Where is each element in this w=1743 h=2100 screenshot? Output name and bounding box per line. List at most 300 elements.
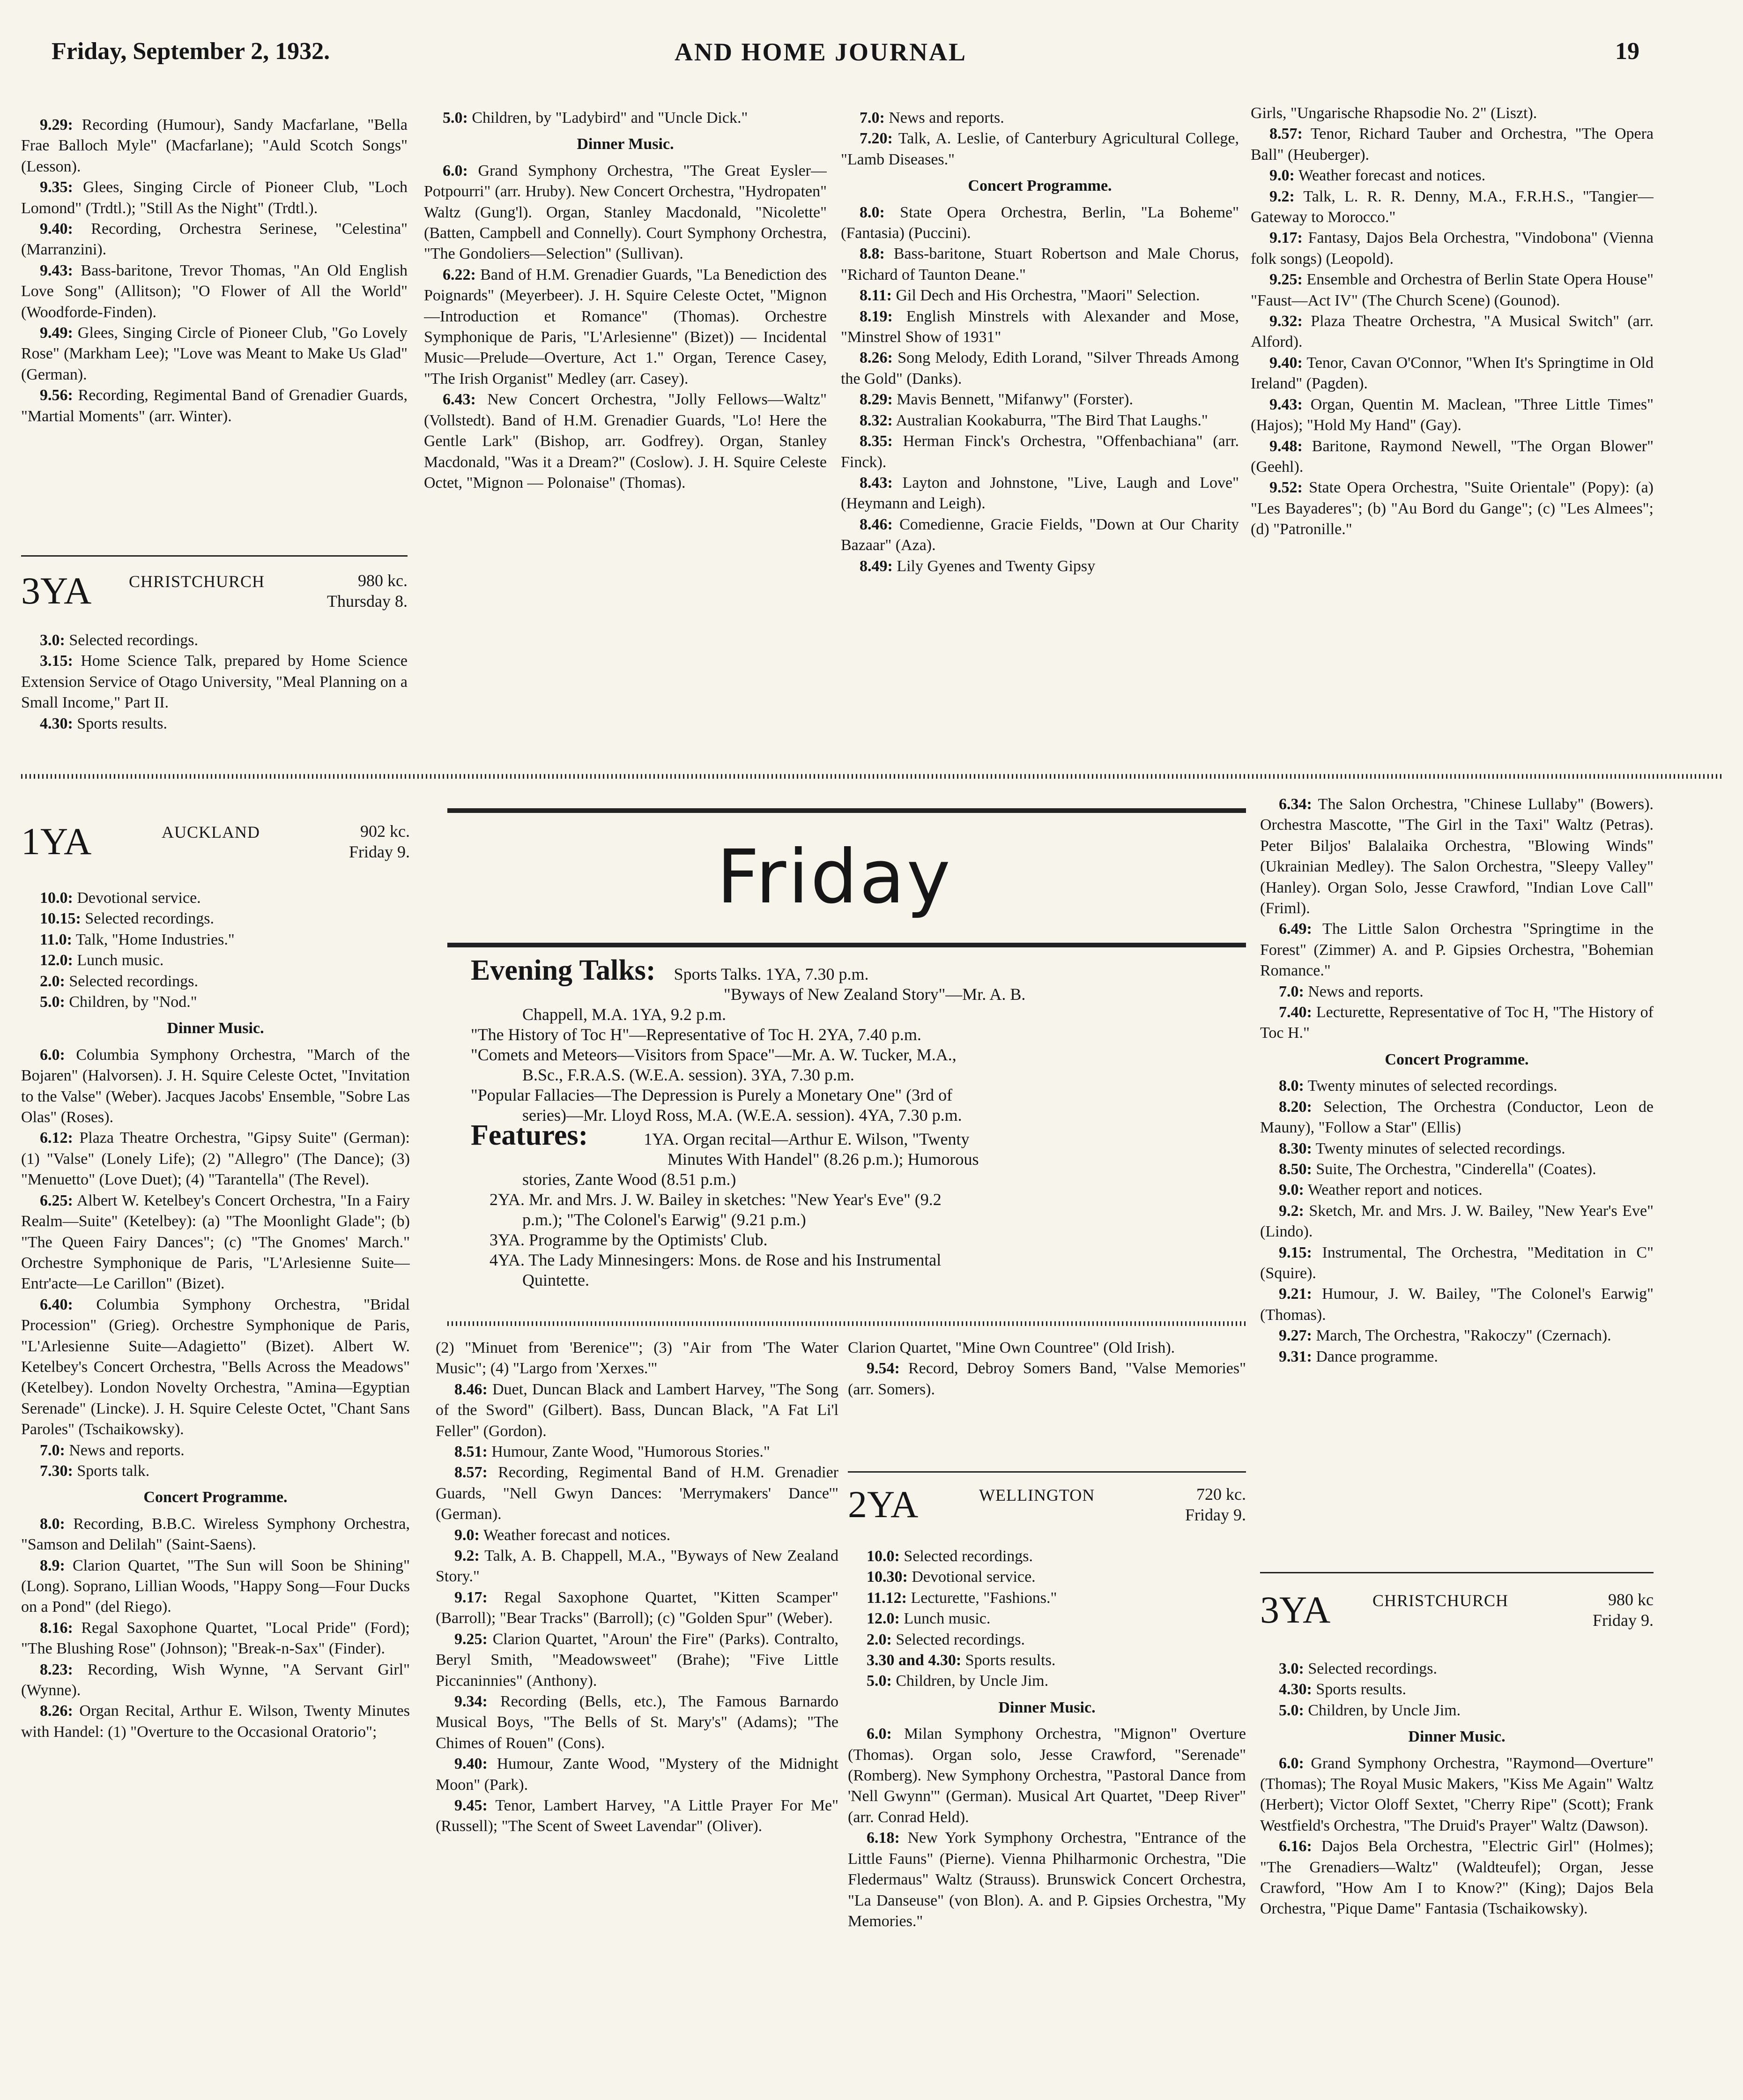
programme-entry [436, 1629, 838, 1691]
day-banner-title: Friday [717, 834, 952, 920]
programme-time: 6.40: [40, 1296, 73, 1313]
programme-text: Dajos Bela Orchestra, "Electric Girl" (Holmes); "The Grenadiers—Waltz" (Waldteufel); Organ, Jesse Crawford, "How Am I to Know?" (King); Dajos Bela Orchestra, "Pique Dame" Fantasia (Tschaikowsky). [1260, 1838, 1654, 1918]
programme-entry [1260, 982, 1654, 1002]
programme-entry [21, 219, 408, 261]
programme-time: 9.54: [867, 1360, 900, 1378]
programme-text: The Little Salon Orchestra "Springtime in the Forest" (Zimmer) A. and P. Gipsies Orchestra, "Bohemian Romance." [1260, 920, 1654, 980]
bottom-column-1 [21, 888, 410, 2094]
station-city: AUCKLAND [162, 823, 260, 841]
talk-item: B.Sc., F.R.A.S. (W.E.A. session). 3YA, 7.30 p.m. [522, 1065, 854, 1084]
top-column-3 [841, 108, 1239, 764]
programme-time: 6.49: [1279, 920, 1312, 938]
programme-time: 10.30: [867, 1568, 908, 1586]
station-city: WELLINGTON [979, 1486, 1095, 1504]
programme-entry [1251, 395, 1654, 436]
station-frequency: 980 kc. [358, 571, 408, 590]
programme-time: 8.26: [40, 1702, 73, 1720]
programme-time: 8.46: [860, 515, 893, 533]
programme-time: 8.11: [860, 287, 892, 305]
programme-time: 3.0: [1279, 1660, 1304, 1677]
bottom-column-4-lower [1260, 1659, 1654, 2094]
programme-text: Lecturette, "Fashions." [906, 1589, 1057, 1607]
masthead [52, 37, 1639, 80]
page-number: 19 [1615, 38, 1639, 65]
programme-entry [21, 1191, 410, 1295]
programme-text: Talk, A. B. Chappell, M.A., "Byways of New Zealand Story." [436, 1547, 838, 1586]
programme-entry [424, 108, 827, 128]
programme-entry [1251, 124, 1654, 165]
programme-entry [21, 1618, 410, 1660]
programme-text: Bass-baritone, Stuart Robertson and Male Chorus, "Richard of Taunton Deane." [841, 245, 1239, 283]
station-day: Friday 9. [1185, 1505, 1246, 1524]
feature-item: Minutes With Handel" (8.26 p.m.); Humorous [668, 1150, 979, 1169]
talks-line [471, 954, 1232, 986]
programme-text: Herman Finck's Orchestra, "Offenbachiana" (arr. Finck). [841, 432, 1239, 471]
programme-time: 11.0: [40, 931, 72, 948]
programme-time: 8.35: [860, 432, 893, 450]
programme-time: 2.0: [867, 1631, 892, 1648]
programme-entry [848, 1828, 1246, 1932]
programme-text: Recording (Bells, etc.), The Famous Barnardo Musical Boys, "The Bells of St. Mary's" (Adams); "The Chimes of Rouen" (Cons). [436, 1692, 838, 1752]
programme-entry [841, 389, 1239, 410]
programme-text: Organ Recital, Arthur E. Wilson, Twenty Minutes with Handel: (1) "Overture to the Occasional Oratorio"; [21, 1702, 410, 1741]
station-frequency: 902 kc. [360, 822, 410, 841]
feature-item: 1YA. Organ recital—Arthur E. Wilson, "Twenty [644, 1130, 970, 1148]
issue-date: Friday, September 2, 1932. [52, 38, 330, 65]
programme-text: Regal Saxophone Quartet, "Kitten Scamper" (Barroll); "Bear Tracks" (Barroll); (c) "Golden Spur" (Weber). [436, 1588, 838, 1627]
programme-time: 6.0: [1279, 1754, 1304, 1772]
programme-text: The Salon Orchestra, "Chinese Lullaby" (Bowers). Orchestra Mascotte, "The Girl in the Taxi" Waltz (Petras). Peter Biljos' Balalaika Orchestra, "Blowing Winds" (Ukrainian Medley). The Salon Orchestra, "Sleepy Valley" (Hanley). Organ Solo, Jesse Crawford, "Indian Love Call" (Friml). [1260, 796, 1654, 917]
programme-text: March, The Orchestra, "Rakoczy" (Czernach). [1312, 1327, 1611, 1345]
programme-time: 8.19: [860, 307, 893, 325]
programme-entry [848, 1588, 1246, 1609]
programme-entry [436, 1546, 838, 1587]
programme-time: 9.40: [1269, 354, 1303, 372]
programme-entry [436, 1338, 838, 1379]
programme-entry [1260, 1002, 1654, 1044]
programme-entry [841, 348, 1239, 389]
programme-text: Weather forecast and notices. [1294, 167, 1486, 185]
programme-time: 8.30: [1279, 1139, 1312, 1157]
programme-time: 8.23: [40, 1661, 73, 1678]
programme-time: 9.49: [40, 324, 73, 342]
programme-time: 2.0: [40, 972, 65, 990]
programme-entry [436, 1442, 838, 1462]
programme-text: News and reports. [884, 109, 1004, 127]
programme-entry [436, 1525, 838, 1546]
programme-entry [1260, 1659, 1654, 1679]
programme-time: 6.25: [40, 1191, 73, 1209]
programme-entry [21, 115, 408, 177]
programme-entry [841, 431, 1239, 473]
programme-entry [21, 950, 410, 971]
programme-time: 8.0: [40, 1515, 65, 1533]
programme-entry [841, 410, 1239, 431]
programme-entry [436, 1587, 838, 1629]
programme-time: 6.22: [443, 266, 476, 283]
programme-time: 8.26: [860, 349, 893, 367]
programme-text: Tenor, Richard Tauber and Orchestra, "The Opera Ball" (Heuberger). [1251, 125, 1654, 164]
programme-entry [436, 1379, 838, 1442]
programme-time: 11.12: [867, 1589, 907, 1607]
programme-entry [436, 1691, 838, 1754]
programme-time: 8.32: [860, 411, 893, 429]
station-city: CHRISTCHURCH [129, 572, 265, 591]
programme-text: Talk, "Home Industries." [72, 931, 235, 948]
programme-entry [848, 1630, 1246, 1650]
programme-time: 8.46: [454, 1380, 488, 1398]
programme-time: 6.12: [40, 1129, 73, 1147]
station-call-sign: 2YA [848, 1483, 919, 1526]
programme-text: Selection, The Orchestra (Conductor, Leon de Mauny), "Follow a Star" (Ellis) [1260, 1098, 1654, 1137]
programme-text: Baritone, Raymond Newell, "The Organ Blower" (Geehl). [1251, 437, 1654, 476]
programme-text: Humour, J. W. Bailey, "The Colonel's Earwig" (Thomas). [1260, 1285, 1654, 1324]
programme-entry [1251, 228, 1654, 269]
programme-text: Tenor, Lambert Harvey, "A Little Prayer For Me" (Russell); "The Scent of Sweet Lavendar" (Oliver). [436, 1796, 838, 1835]
programme-time: 6.16: [1279, 1838, 1312, 1855]
programme-time: 9.25: [1269, 271, 1303, 289]
programme-time: 10.0: [867, 1548, 900, 1565]
station-header-3ya-friday [1260, 1586, 1654, 1642]
programme-text: Lily Gyenes and Twenty Gipsy [892, 557, 1096, 575]
programme-text: Fantasy, Dajos Bela Orchestra, "Vindobona" (Vienna folk songs) (Leopold). [1251, 229, 1654, 268]
programme-time: 9.27: [1279, 1327, 1312, 1345]
programme-time: 8.49: [860, 557, 893, 575]
top-column-1 [21, 115, 408, 539]
bottom-column-3-lower [848, 1546, 1246, 2094]
programme-text: News and reports. [1304, 983, 1424, 1000]
programme-text: Children, by "Ladybird" and "Uncle Dick." [467, 109, 748, 127]
programme-time: 6.18: [867, 1829, 900, 1847]
programme-time: 8.16: [40, 1619, 73, 1637]
programme-entry [21, 1660, 410, 1701]
programme-text: Clarion Quartet, "Aroun' the Fire" (Parks). Contralto, Beryl Smith, "Meadowsweet" (Brahe); "Five Little Piccaninnies" (Anthony). [436, 1630, 838, 1690]
talk-item: "The History of Toc H"—Representative of Toc H. 2YA, 7.40 p.m. [471, 1025, 921, 1044]
programme-time: 9.0: [1279, 1181, 1304, 1199]
programme-time: 8.0: [860, 203, 885, 221]
programme-entry [436, 1754, 838, 1795]
programme-text: Australian Kookaburra, "The Bird That Laughs." [892, 411, 1208, 429]
programme-entry [436, 1462, 838, 1525]
programme-text: Glees, Singing Circle of Pioneer Club, "Go Lovely Rose" (Markham Lee); "Love was Meant to Make Us Glad" (German). [21, 324, 408, 383]
programme-entry [841, 128, 1239, 170]
feature-item: p.m.); "The Colonel's Earwig" (9.21 p.m.) [522, 1210, 806, 1229]
programme-entry [841, 306, 1239, 348]
talk-item: "Comets and Meteors—Visitors from Space"—Mr. A. W. Tucker, M.A., [471, 1045, 957, 1064]
programme-time: 9.48: [1269, 437, 1303, 455]
top-column-1-lower [21, 630, 408, 761]
programme-entry [1260, 1679, 1654, 1700]
programme-entry [21, 323, 408, 385]
programme-time: 9.2: [454, 1547, 480, 1565]
section-divider [21, 774, 1721, 779]
station-header-2ya [848, 1481, 1246, 1537]
programme-time: 9.35: [40, 179, 73, 196]
programme-entry [1260, 1700, 1654, 1721]
programme-entry [1260, 1836, 1654, 1920]
feature-item: stories, Zante Wood (8.51 p.m.) [522, 1170, 736, 1189]
programme-time: 8.8: [860, 245, 885, 263]
section-heading: Concert Programme. [968, 177, 1112, 195]
programme-entry [1260, 1076, 1654, 1096]
programme-time: 9.0: [454, 1526, 480, 1544]
programme-time: 7.0: [1279, 983, 1304, 1000]
programme-text: Talk, A. Leslie, of Canterbury Agricultural College, "Lamb Diseases." [841, 130, 1239, 168]
programme-time: 9.52: [1269, 479, 1303, 497]
programme-entry [21, 971, 410, 992]
programme-entry [424, 389, 827, 493]
programme-text: Humour, Zante Wood, "Mystery of the Midnight Moon" (Park). [436, 1755, 838, 1794]
programme-text: Selected recordings. [891, 1631, 1025, 1648]
programme-text: Organ, Quentin M. Maclean, "Three Little Times" (Hajos); "Hold My Hand" (Gay). [1251, 395, 1654, 434]
programme-time: 9.43: [40, 261, 73, 279]
programme-entry [1260, 1243, 1654, 1284]
programme-time: 10.15: [40, 910, 81, 928]
talks-label: Evening Talks: [471, 954, 656, 986]
programme-time: 3.30 and 4.30: [867, 1652, 962, 1669]
programme-time: 8.51: [454, 1443, 488, 1461]
programme-time: 5.0: [40, 993, 65, 1011]
programme-entry [21, 177, 408, 219]
programme-time: 9.21: [1279, 1285, 1312, 1303]
programme-text: News and reports. [65, 1441, 185, 1459]
programme-entry [1260, 1753, 1654, 1837]
station-day: Thursday 8. [327, 592, 408, 611]
programme-entry [1260, 1139, 1654, 1159]
programme-entry [1251, 477, 1654, 540]
programme-entry [21, 1128, 410, 1190]
programme-time: 9.2: [1269, 187, 1295, 205]
section-heading: Dinner Music. [1408, 1728, 1506, 1746]
station-city: CHRISTCHURCH [1372, 1591, 1509, 1610]
programme-text: State Opera Orchestra, Berlin, "La Boheme" (Fantasia) (Puccini). [841, 203, 1239, 242]
programme-time: 7.40: [1279, 1004, 1312, 1021]
programme-entry [848, 1650, 1246, 1671]
programme-time: 9.40: [454, 1755, 488, 1773]
programme-text: Milan Symphony Orchestra, "Mignon" Overture (Thomas). Organ solo, Jesse Crawford, "Serenade" (Romberg). New Symphony Orchestra, "Pastoral Dance from 'Nell Gwynn'" (German). Musical Art Quartet, "Deep River" (arr. Conrad Held). [848, 1725, 1246, 1826]
programme-entry [21, 1045, 410, 1128]
section-heading: Concert Programme. [143, 1489, 288, 1506]
programme-entry [1251, 353, 1654, 395]
programme-text: Comedienne, Gracie Fields, "Down at Our Charity Bazaar" (Aza). [841, 515, 1239, 554]
programme-text: Clarion Quartet, "Mine Own Countree" (Old Irish). [848, 1339, 1175, 1356]
programme-text: Lunch music. [899, 1610, 991, 1628]
programme-entry [841, 514, 1239, 556]
banner-rule-bottom [447, 943, 1246, 947]
programme-entry [1260, 1347, 1654, 1367]
programme-text: Recording, Wish Wynne, "A Servant Girl" (Wynne). [21, 1661, 410, 1699]
station-call-sign: 3YA [1260, 1588, 1331, 1631]
programme-text: Weather report and notices. [1304, 1181, 1483, 1199]
programme-text: Gil Dech and His Orchestra, "Maori" Selection. [891, 287, 1200, 305]
programme-text: Albert W. Ketelbey's Concert Orchestra, "In a Fairy Realm—Suite" (Ketelbey): (a) "The Moonlight Glade"; (b) "The Queen Fairy Dances"; (c) "The Gnomes' March." Orchestre Symphonique de Paris, "L'Arlesienne Suite—Entr'acte—Le Carillon" (Bizet). [21, 1191, 410, 1293]
programme-time: 8.0: [1279, 1077, 1304, 1095]
programme-text: Recording, Orchestra Serinese, "Celestina" (Marranzini). [21, 220, 408, 259]
programme-text: Talk, L. R. R. Denny, M.A., F.R.H.S., "Tangier—Gateway to Morocco." [1251, 187, 1654, 226]
station-day: Friday 9. [1593, 1611, 1654, 1630]
programme-entry [841, 556, 1239, 577]
banner-divider [447, 1321, 1246, 1326]
programme-entry [841, 202, 1239, 244]
programme-text: Columbia Symphony Orchestra, "Bridal Procession" (Grieg). Orchestre Symphonique de Paris, "L'Arlesienne Suite—Adagietto" (Bizet). Albert W. Ketelbey's Concert Orchestra, "Bells Across the Meadows" (Ketelbey). London Novelty Orchestra, "Amina—Egyptian Serenade" (Lincke). J. H. Squire Celeste Octet, "Chant Sans Paroles" (Tschaikowsky). [21, 1296, 410, 1438]
programme-entry [21, 930, 410, 950]
features-label: Features: [471, 1119, 588, 1151]
programme-text: Girls, "Ungarische Rhapsodie No. 2" (Liszt). [1251, 104, 1537, 122]
programme-time: 4.30: [40, 715, 73, 732]
programme-text: Lunch music. [73, 952, 164, 969]
section-heading: Dinner Music. [577, 135, 674, 153]
programme-entry [841, 473, 1239, 514]
talk-item: Sports Talks. 1YA, 7.30 p.m. [674, 965, 869, 983]
programme-time: 8.50: [1279, 1160, 1312, 1178]
programme-text: Children, by Uncle Jim. [1304, 1701, 1461, 1719]
programme-time: 9.17: [1269, 229, 1303, 247]
programme-entry [21, 1440, 410, 1461]
programme-entry [21, 714, 408, 734]
programme-entry [1251, 269, 1654, 311]
station-header-1ya [21, 818, 410, 874]
programme-text: Grand Symphony Orchestra, "Raymond—Overture" (Thomas); The Royal Music Makers, "Kiss Me Again" Waltz (Herbert); Victor Oloff Sextet, "Cherry Ripe" (Scott); Frank Westfield's Orchestra, "The Druid's Prayer" Waltz (Dawson). [1260, 1754, 1654, 1834]
programme-entry [21, 1295, 410, 1440]
programme-text: Grand Symphony Orchestra, "The Great Eysler—Potpourri" (arr. Hruby). New Concert Orchestra, "Hydropaten" Waltz (Gung'l). Organ, Stanley Macdonald, "Nicolette" (Batten, Campbell and Connelly). Court Symphony Orchestra, "The Gondoliers—Selection" (Sullivan). [424, 162, 827, 263]
programme-entry [848, 1546, 1246, 1567]
programme-time: 9.40: [40, 220, 73, 238]
programme-time: 6.0: [867, 1725, 892, 1743]
programme-entry [841, 108, 1239, 128]
programme-text: Clarion Quartet, "The Sun will Soon be Shining" (Long). Soprano, Lillian Woods, "Happy Song—Four Ducks on a Pond" (del Riego). [21, 1556, 410, 1616]
programme-text: Regal Saxophone Quartet, "Local Pride" (Ford); "The Blushing Rose" (Johnson); "Break-n-Sax" (Finder). [21, 1619, 410, 1658]
programme-entry [848, 1338, 1246, 1358]
station-frequency: 720 kc. [1196, 1485, 1246, 1504]
programme-time: 5.0: [443, 109, 468, 127]
programme-entry [1251, 311, 1654, 353]
programme-entry [1260, 1159, 1654, 1180]
programme-entry [424, 265, 827, 389]
programme-text: Recording, B.B.C. Wireless Symphony Orchestra, "Samson and Delilah" (Saint-Saens). [21, 1515, 410, 1554]
programme-text: Duet, Duncan Black and Lambert Harvey, "The Song of the Sword" (Gilbert). Bass, Duncan Black, "A Fat Li'l Feller" (Gordon). [436, 1380, 838, 1440]
programme-time: 6.0: [443, 162, 468, 179]
programme-time: 7.0: [40, 1441, 65, 1459]
station-header-3ya-thursday [21, 567, 408, 623]
programme-time: 8.57: [454, 1464, 488, 1482]
programme-text: Record, Debroy Somers Band, "Valse Memories" (arr. Somers). [848, 1360, 1246, 1398]
programme-entry [1260, 1097, 1654, 1139]
programme-entry [21, 909, 410, 929]
programme-text: Plaza Theatre Orchestra, "Gipsy Suite" (German): (1) "Valse" (Lonely Life); (2) "Allegro" (The Dance); (3) "Menuetto" (Love Duet); (4) "Tarantella" (The Revel). [21, 1129, 410, 1189]
features-line [471, 1119, 1232, 1151]
programme-time: 9.0: [1269, 167, 1295, 185]
feature-item: 2YA. Mr. and Mrs. J. W. Bailey in sketches: "New Year's Eve" (9.2 [490, 1190, 942, 1209]
station-day: Friday 9. [349, 842, 410, 861]
column-rule [1260, 1572, 1654, 1573]
programme-time: 9.31: [1279, 1348, 1312, 1365]
banner-rule-top [447, 808, 1246, 813]
programme-entry [1251, 436, 1654, 478]
programme-entry [1260, 1284, 1654, 1326]
programme-text: Selected recordings. [81, 910, 214, 928]
programme-text: Sports results. [73, 715, 168, 732]
evening-talks-box [471, 954, 1232, 1290]
programme-entry [1260, 1180, 1654, 1200]
programme-text: Ensemble and Orchestra of Berlin State Opera House" "Faust—Act IV" (The Church Scene) (Gounod). [1251, 271, 1654, 309]
section-heading: Concert Programme. [1385, 1050, 1529, 1068]
programme-time: 8.43: [860, 474, 893, 491]
journal-title: AND HOME JOURNAL [675, 38, 967, 66]
programme-time: 7.30: [40, 1462, 73, 1480]
programme-text: Children, by Uncle Jim. [891, 1672, 1049, 1690]
programme-text: Bass-baritone, Trevor Thomas, "An Old English Love Song" (Allitson); "O Flower of All the World" (Woodforde-Finden). [21, 261, 408, 321]
programme-text: Sports results. [961, 1652, 1056, 1669]
programme-text: Selected recordings. [65, 972, 198, 990]
programme-entry [21, 992, 410, 1013]
programme-time: 9.32: [1269, 313, 1303, 330]
station-call-sign: 1YA [21, 820, 92, 863]
programme-text: New York Symphony Orchestra, "Entrance of the Little Fauns" (Pierne). Vienna Philharmonic Orchestra, "Die Fledermaus" Waltz (Strauss). Brunswick Concert Orchestra, "La Danseuse" (von Blon). A. and P. Gipsies Orchestra, "My Memories." [848, 1829, 1246, 1930]
programme-text: (2) "Minuet from 'Berenice'"; (3) "Air from 'The Water Music"; (4) "Largo from 'Xerxes.'" [436, 1339, 838, 1378]
programme-text: Band of H.M. Grenadier Guards, "La Benediction des Poignards" (Meyerbeer). J. H. Squire Celeste Octet, "Mignon—Introduction et Romance" (Thomas). Orchestre Symphonique de Paris, "L'Arlesienne" (Bizet)) — Incidental Music—Prelude—Overture, Act 1." Organ, Terence Casey, "The Irish Organist" Medley (arr. Casey). [424, 266, 827, 387]
programme-text: Twenty minutes of selected recordings. [1304, 1077, 1558, 1095]
programme-entry [21, 1701, 410, 1743]
programme-time: 8.29: [860, 391, 893, 409]
programme-time: 9.15: [1279, 1244, 1312, 1261]
programme-text: Humour, Zante Wood, "Humorous Stories." [487, 1443, 770, 1461]
programme-text: Twenty minutes of selected recordings. [1312, 1139, 1565, 1157]
programme-text: Devotional service. [907, 1568, 1036, 1586]
programme-entry [1251, 165, 1654, 186]
programme-entry [21, 385, 408, 427]
programme-time: 6.43: [443, 391, 476, 409]
programme-text: Home Science Talk, prepared by Home Science Extension Service of Otago University, "Meal Planning on a Small Income," Part II. [21, 652, 408, 712]
programme-entry [436, 1795, 838, 1837]
programme-time: 10.0: [40, 889, 73, 907]
programme-time: 3.0: [40, 632, 65, 649]
programme-text: Suite, The Orchestra, "Cinderella" (Coates). [1312, 1160, 1596, 1178]
programme-entry [841, 244, 1239, 285]
programme-text: Layton and Johnstone, "Live, Laugh and Love" (Heymann and Leigh). [841, 474, 1239, 513]
bottom-column-2 [436, 1338, 838, 2094]
programme-entry [1260, 794, 1654, 919]
programme-text: Recording, Regimental Band of H.M. Grenadier Guards, "Nell Gwyn Dances: 'Merrymakers' Dance'" (German). [436, 1464, 838, 1523]
programme-text: Selected recordings. [65, 632, 198, 649]
programme-text: English Minstrels with Alexander and Mose, "Minstrel Show of 1931" [841, 307, 1239, 346]
programme-entry [21, 261, 408, 323]
programme-text: Sketch, Mr. and Mrs. J. W. Bailey, "New Year's Eve" (Lindo). [1260, 1202, 1654, 1241]
bottom-column-3-upper [848, 1338, 1246, 1464]
programme-time: 9.25: [454, 1630, 488, 1648]
programme-text: Tenor, Cavan O'Connor, "When It's Springtime in Old Ireland" (Pagden). [1251, 354, 1654, 393]
programme-time: 5.0: [867, 1672, 892, 1690]
programme-time: 6.34: [1279, 796, 1312, 813]
programme-entry [21, 1514, 410, 1556]
programme-time: 3.15: [40, 652, 73, 670]
column-rule [848, 1471, 1246, 1473]
talk-item: Chappell, M.A. 1YA, 9.2 p.m. [522, 1005, 726, 1024]
programme-time: 9.34: [454, 1692, 488, 1710]
programme-time: 9.43: [1269, 395, 1303, 413]
programme-time: 9.2: [1279, 1202, 1304, 1220]
programme-text: State Opera Orchestra, "Suite Orientale" (Popy): (a) "Les Bayaderes"; (b) "Au Bord du Gange"; (c) "Les Almees"; (d) "Patronille." [1251, 479, 1654, 538]
programme-time: 7.20: [860, 130, 893, 148]
programme-time: 7.0: [860, 109, 885, 127]
programme-text: Devotional service. [73, 889, 201, 907]
programme-text: Sports talk. [73, 1462, 150, 1480]
feature-item: 3YA. Programme by the Optimists' Club. [490, 1230, 768, 1249]
programme-time: 9.17: [454, 1588, 488, 1606]
programme-entry [841, 285, 1239, 306]
programme-text: Instrumental, The Orchestra, "Meditation in C" (Squire). [1260, 1244, 1654, 1282]
talk-item: "Popular Fallacies—The Depression is Purely a Monetary One" (3rd of [471, 1086, 953, 1104]
programme-text: Mavis Bennett, "Mifanwy" (Forster). [892, 391, 1133, 409]
